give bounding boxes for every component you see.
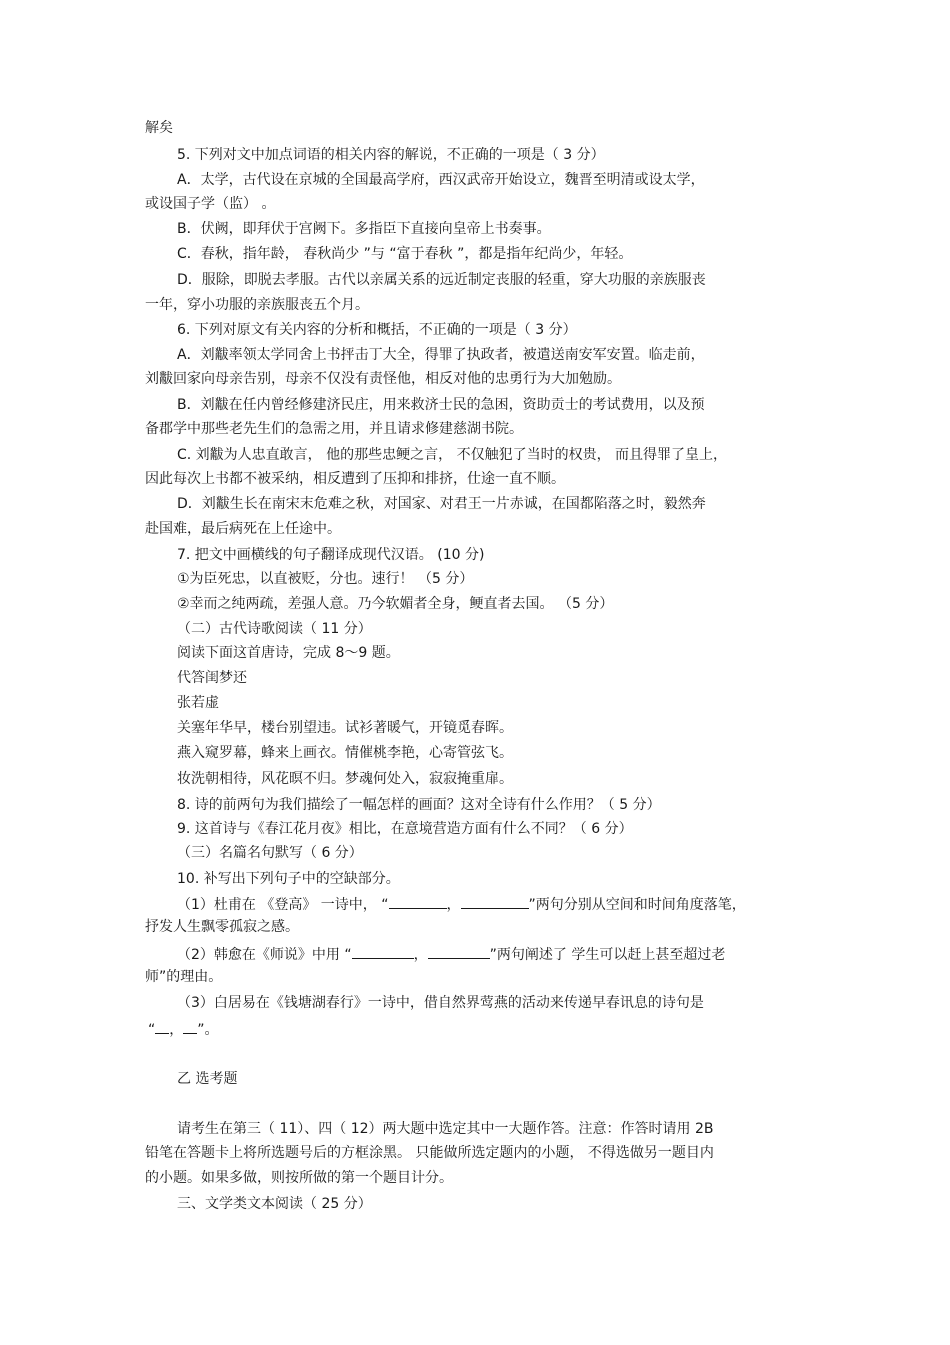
answer-blank[interactable] [155,1019,169,1034]
fill-blank-line [177,894,746,914]
text-line: 抒发人生飘零孤寂之感。 [145,919,299,935]
fill-blank-line [148,1019,219,1039]
text-line: 请考生在第三（ 11）、四（ 12）两大题中选定其中一大题作答。注意：作答时请用 2B [177,1121,714,1137]
poem-author: 张若虚 [177,695,219,711]
text-line: 一年，穿小功服的亲族服丧五个月。 [145,297,369,313]
section-heading: 三、文学类文本阅读（ 25 分） [177,1196,372,1212]
fill-blank-line [177,944,725,964]
text-segment: ， [169,1022,184,1038]
answer-blank[interactable] [428,944,490,959]
text-line: B．伏阙，即拜伏于宫阙下。多指臣下直接向皇帝上书奏事。 [177,221,551,237]
text-line: B．刘黻在任内曾经修建济民庄，用来救济士民的急困，资助贡士的考试费用，以及预 [177,397,705,413]
question-8: 8. 诗的前两句为我们描绘了一幅怎样的画面？这对全诗有什么作用？（ 5 分） [177,797,661,813]
answer-blank[interactable] [352,944,414,959]
question-5: 5. 下列对文中加点词语的相关内容的解说，不正确的一项是（ 3 分） [177,147,605,163]
text-segment: ， [446,897,461,913]
text-line: 师”的理由。 [145,969,223,985]
text-line: C．春秋，指年龄， 春秋尚少 ”与 “富于春秋 ”，都是指年纪尚少，年轻。 [177,246,633,262]
text-line: 阅读下面这首唐诗，完成 8～9 题。 [177,645,400,661]
answer-blank[interactable] [389,894,447,909]
section-heading: （二）古代诗歌阅读（ 11 分） [177,621,372,637]
text-line: 的小题。如果多做，则按所做的第一个题目计分。 [145,1170,453,1186]
text-segment: ”两句分别从空间和时间角度落笔， [528,897,746,913]
text-line: ②幸而之纯两疏，差强人意。乃今软媚者全身，鲠直者去国。 （5 分） [177,596,614,612]
question-10: 10. 补写出下列句子中的空缺部分。 [177,871,400,887]
poem-line: 妆洗朝相待，风花暝不归。梦魂何处入，寂寂掩重扉。 [177,771,513,787]
text-line: 或设国子学（监） 。 [145,196,276,212]
text-line: 解矣 [145,120,173,136]
answer-blank[interactable] [183,1019,197,1034]
question-9: 9. 这首诗与《春江花月夜》相比，在意境营造方面有什么不同？（ 6 分） [177,821,633,837]
text-segment: ， [413,947,428,963]
text-segment: （1）杜甫在 《登高》 一诗中， “ [177,897,389,913]
question-6: 6. 下列对原文有关内容的分析和概括，不正确的一项是（ 3 分） [177,322,577,338]
answer-blank[interactable] [461,894,529,909]
poem-line: 关塞年华早，楼台别望违。试衫著暖气，开镜觅春晖。 [177,720,513,736]
text-line: D．服除，即脱去孝服。古代以亲属关系的远近制定丧服的轻重，穿大功服的亲族服丧 [177,272,706,288]
poem-line: 燕入窥罗幕，蜂来上画衣。情催桃李艳，心寄管弦飞。 [177,745,513,761]
text-segment: ”。 [197,1022,219,1038]
text-line: 刘黻回家向母亲告别，母亲不仅没有责怪他，相反对他的忠勇行为大加勉励。 [145,371,621,387]
section-heading: （三）名篇名句默写（ 6 分） [177,845,363,861]
text-line: D．刘黻生长在南宋末危难之秋，对国家、对君王一片赤诚，在国都陷落之时，毅然奔 [177,496,706,512]
text-line: 铅笔在答题卡上将所选题号后的方框涂黑。 只能做所选定题内的小题， 不得选做另一题目内 [145,1145,714,1161]
text-segment: （2）韩愈在《师说》中用 “ [177,947,352,963]
question-7: 7. 把文中画横线的句子翻译成现代汉语。 (10 分) [177,547,485,563]
text-line: 备郡学中那些老先生们的急需之用，并且请求修建慈湖书院。 [145,421,523,437]
text-segment: ”两句阐述了 学生可以赶上甚至超过老 [489,947,726,963]
section-heading: 乙 选考题 [177,1071,238,1087]
text-line: A．太学，古代设在京城的全国最高学府，西汉武帝开始设立，魏晋至明清或设太学， [177,172,705,188]
poem-title: 代答闺梦还 [177,670,247,686]
text-segment: “ [148,1022,156,1038]
text-line: 赴国难，最后病死在上任途中。 [145,521,341,537]
text-line: （3）白居易在《钱塘湖春行》一诗中，借自然界莺燕的活动来传递早春讯息的诗句是 [177,995,704,1011]
text-line: C. 刘黻为人忠直敢言， 他的那些忠鲠之言， 不仅触犯了当时的权贵， 而且得罪了皇上， [177,447,728,463]
text-line: ①为臣死忠，以直被贬，分也。速行！ （5 分） [177,571,474,587]
text-line: 因此每次上书都不被采纳，相反遭到了压抑和排挤，仕途一直不顺。 [145,471,565,487]
text-line: A．刘黻率领太学同舍上书抨击丁大全，得罪了执政者，被遣送南安军安置。临走前， [177,347,705,363]
